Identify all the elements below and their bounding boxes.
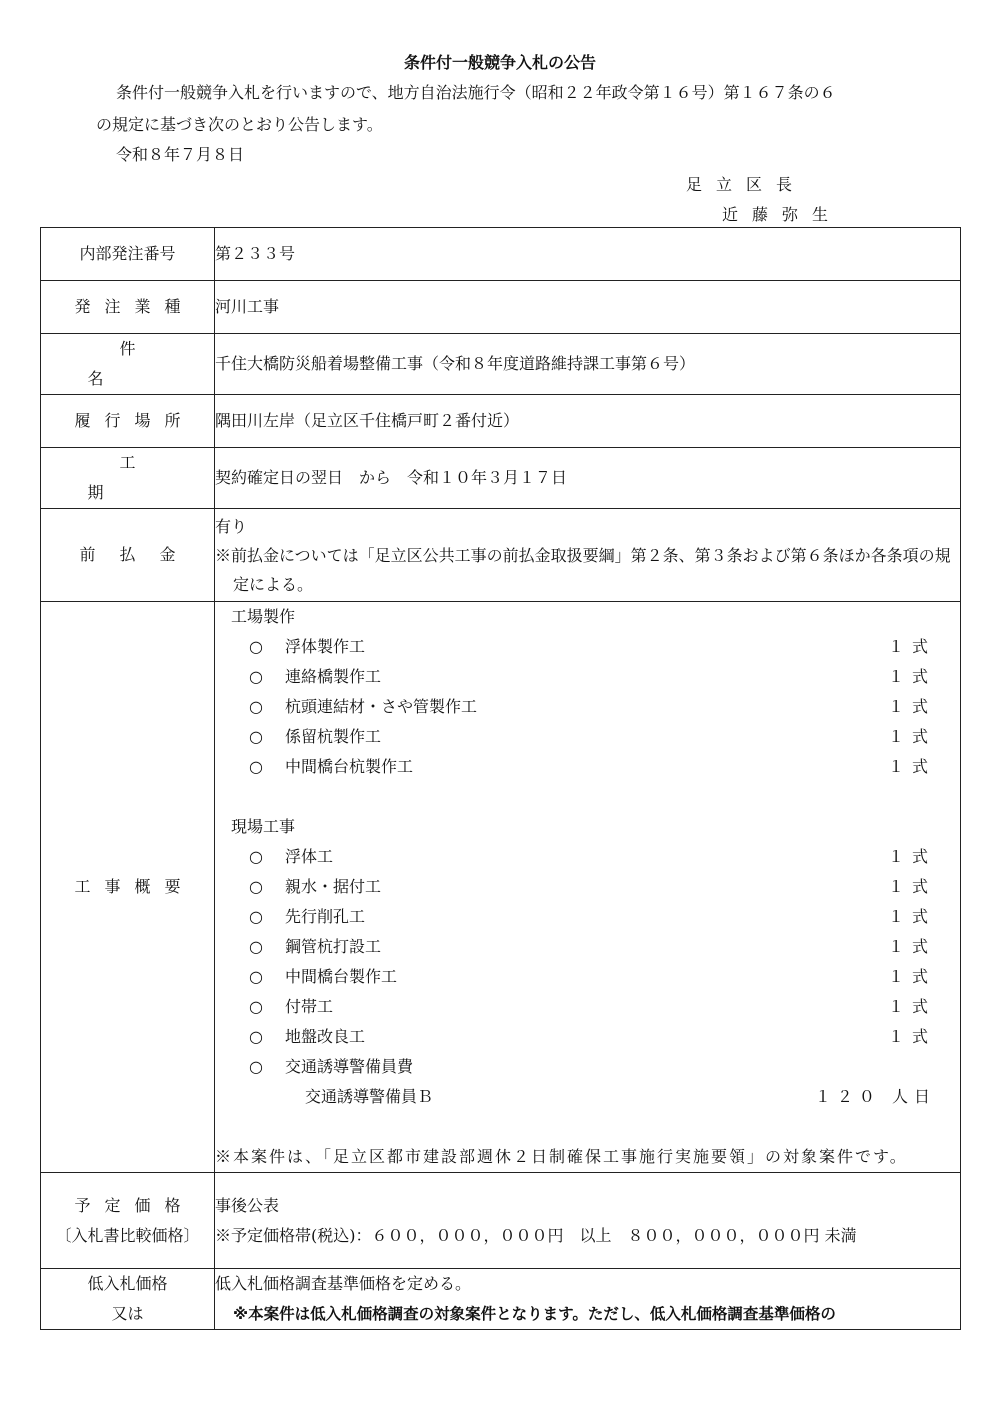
circle-bullet: ○ — [249, 877, 263, 896]
label-project: 件名 — [87, 339, 200, 388]
intro-text-line2: の規定に基づき次のとおり公告します。 — [96, 115, 383, 134]
label-price-sub: 〔入札書比較価格〕 — [55, 1225, 200, 1245]
label-order-no: 内部発注番号 — [41, 228, 215, 281]
row-price — [41, 1173, 961, 1269]
value-low-bid: 低入札価格調査基準価格を定める。 — [215, 1274, 472, 1293]
list-item: ○ 杭頭連結材・さや管製作工 １式 — [215, 692, 960, 722]
list-item: ○ 親水・据付工 １式 — [215, 872, 960, 902]
row-location — [41, 395, 961, 448]
list-item: ○ 中間橋台杭製作工 １式 — [215, 752, 960, 782]
list-item: ○ 鋼管杭打設工 １式 — [215, 932, 960, 962]
circle-bullet: ○ — [249, 997, 263, 1016]
row-order-no — [41, 228, 961, 281]
notice-table — [40, 227, 961, 1330]
circle-bullet: ○ — [249, 937, 263, 956]
overview-note: ※本案件は、「足立区都市建設部週休２日制確保工事施行実施要領」の対象案件です。 — [215, 1147, 908, 1166]
value-category: 河川工事 — [215, 281, 961, 334]
list-item: ○ 付帯工 １式 — [215, 992, 960, 1022]
circle-bullet: ○ — [249, 847, 263, 866]
issuer-name: 近藤弥生 — [722, 205, 843, 224]
value-order-no: 第２３３号 — [215, 228, 961, 281]
value-period: 契約確定日の翌日 から 令和１０年３月１７日 — [215, 448, 961, 509]
list-item: ○ 地盤改良工 １式 — [215, 1022, 960, 1052]
price-band: ※予定価格帯(税込)：６００，０００，０００円 以上 ８００，０００，０００円 未満 — [215, 1225, 857, 1245]
list-item: ○ 交通誘導警備員費 — [215, 1052, 960, 1082]
value-location: 隅田川左岸（足立区千住橋戸町２番付近） — [215, 395, 961, 448]
circle-bullet: ○ — [249, 907, 263, 926]
circle-bullet: ○ — [249, 1057, 263, 1076]
row-low-bid — [41, 1269, 961, 1330]
issuer-title: 足立区長 — [686, 175, 807, 194]
prepayment-note: ※前払金については「足立区公共工事の前払金取扱要綱」第２条、第３条および第６条ほか各条項の規定による。 — [215, 545, 951, 594]
circle-bullet: ○ — [249, 967, 263, 986]
intro-text-line1: 条件付一般競争入札を行いますので、地方自治法施行令（昭和２２年政令第１６号）第１６７条の６ — [116, 83, 836, 102]
label-price: 予定価格 — [74, 1195, 195, 1215]
site-heading: 現場工事 — [231, 817, 296, 836]
label-low-bid: 低入札価格 — [87, 1274, 168, 1293]
label-location: 履行場所 — [74, 411, 195, 430]
list-item: ○ 浮体製作工 １式 — [215, 632, 960, 662]
value-prepayment: 有り — [215, 516, 248, 536]
list-item: ○ 中間橋台製作工 １式 — [215, 962, 960, 992]
circle-bullet: ○ — [249, 637, 263, 656]
list-item: ○ 先行削孔工 １式 — [215, 902, 960, 932]
value-price: 事後公表 — [215, 1195, 280, 1215]
row-project — [41, 334, 961, 395]
label-period: 工期 — [87, 453, 200, 502]
circle-bullet: ○ — [249, 667, 263, 686]
list-item: ○ 浮体工 １式 — [215, 842, 960, 872]
circle-bullet: ○ — [249, 727, 263, 746]
label-overview: 工事概要 — [74, 877, 195, 896]
value-project: 千住大橋防災船着場整備工事（令和８年度道路維持課工事第６号） — [215, 334, 961, 395]
low-bid-note: ※本案件は低入札価格調査の対象案件となります。ただし、低入札価格調査基準価格の — [233, 1305, 836, 1323]
row-prepayment — [41, 509, 961, 602]
page-title: 条件付一般競争入札の公告 — [403, 53, 596, 72]
factory-heading: 工場製作 — [231, 607, 296, 626]
factory-list — [215, 632, 960, 782]
list-item: ○ 係留杭製作工 １式 — [215, 722, 960, 752]
row-category — [41, 281, 961, 334]
circle-bullet: ○ — [249, 1027, 263, 1046]
row-overview — [41, 602, 961, 1173]
list-item: ○ 連絡橋製作工 １式 — [215, 662, 960, 692]
site-list — [215, 842, 960, 1112]
notice-date: 令和８年７月８日 — [116, 145, 245, 164]
label-prepayment: 前払金 — [79, 545, 200, 564]
circle-bullet: ○ — [249, 697, 263, 716]
row-period — [41, 448, 961, 509]
label-category: 発注業種 — [74, 297, 195, 316]
label-low-bid-sub: 又は — [111, 1304, 144, 1323]
circle-bullet: ○ — [249, 757, 263, 776]
list-subitem: 交通誘導警備員Ｂ １２０ 人日 — [305, 1087, 936, 1106]
